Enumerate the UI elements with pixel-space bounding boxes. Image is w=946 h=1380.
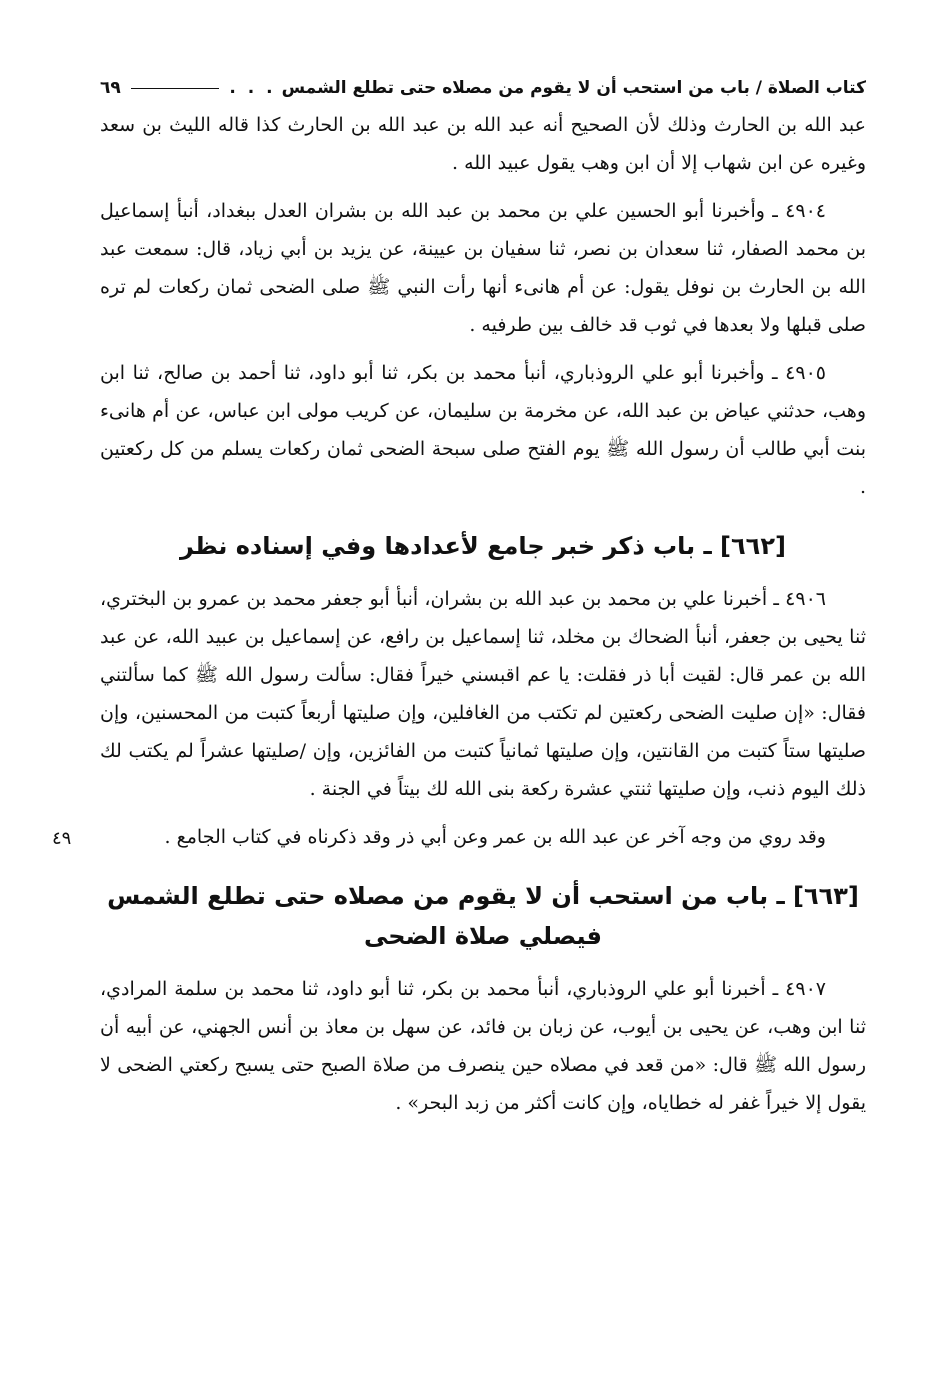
chapter-heading-662: [٦٦٢] ـ باب ذكر خبر جامع لأعدادها وفي إسناده نظر <box>180 532 786 560</box>
chapter-heading-663: [٦٦٣] ـ باب من استحب أن لا يقوم من مصلاه حتى تطلع الشمس فيصلي صلاة الضحى <box>107 882 859 950</box>
paragraph-gap <box>100 808 866 818</box>
running-head <box>100 70 866 106</box>
page-number: ٦٩ <box>100 78 121 98</box>
paragraph-hadith-4906: ٤٩٠٦ ـ أخبرنا علي بن محمد بن عبد الله بن بشران، أنبأ أبو جعفر محمد بن عمرو بن البختري، ثنا يحيى بن جعفر، أنبأ الضحاك بن مخلد، ثنا إسماعيل بن رافع، عن إسماعيل بن عبيد الله، عن عبد الله بن عمر قال: لقيت أبا ذر فقلت: يا عم اقبسني خيراً فقال: سألت رسول الله ﷺ كما سألتني فقال: «إن صليت الضحى ركعتين لم تكتب من الغافلين، وإن صليتها أربعاً كتبت من المحسنين، وإن صليتها ستاً كتبت من القانتين، وإن صليتها ثمانياً كتبت من الفائزين، وإن /صليتها عشراً لم يكتب لك ذلك اليوم ذنب، وإن صليتها ثنتي عشرة ركعة بنى الله لك بيتاً في الجنة . <box>100 588 866 800</box>
paragraph-gap <box>100 344 866 354</box>
paragraph-hadith-4904: ٤٩٠٤ ـ وأخبرنا أبو الحسين علي بن محمد بن عبد الله بن بشران العدل ببغداد، أنبأ إسماعيل بن محمد الصفار، ثنا سعدان بن نصر، ثنا سفيان بن عيينة، عن يزيد بن أبي زياد، قال: سمعت عبد الله بن الحارث بن نوفل يقول: عن أم هانىء أنها رأت النبي ﷺ صلى الضحى ثمان ركعات لم تره صلى قبلها ولا بعدها في ثوب قد خالف بين طرفيه . <box>100 200 866 336</box>
paragraph-continuation: عبد الله بن الحارث وذلك لأن الصحيح أنه عبد الله بن عبد الله بن الحارث كذا قاله الليث بن سعد وغيره عن ابن شهاب إلا أن ابن وهب يقول عبيد الله . <box>100 114 866 174</box>
running-head-title: كتاب الصلاة / باب من استحب أن لا يقوم من مصلاه حتى تطلع الشمس <box>281 78 866 98</box>
margin-folio-note: ٤٩ <box>52 828 72 849</box>
running-head-rule <box>131 88 220 89</box>
paragraph-note: وقد روي من وجه آخر عن عبد الله بن عمر وعن أبي ذر وقد ذكرناه في كتاب الجامع . <box>164 826 826 848</box>
paragraph-hadith-4907: ٤٩٠٧ ـ أخبرنا أبو علي الروذباري، أنبأ محمد بن بكر، ثنا أبو داود، ثنا محمد بن سلمة المرادي، ثنا ابن وهب، عن يحيى بن أيوب، عن زبان بن فائد، عن سهل بن معاذ بن أنس الجهني، عن أبيه أن رسول الله ﷺ قال: «من قعد في مصلاه حين ينصرف من صلاة الصبح حتى يسبح ركعتي الضحى لا يقول إلا خيراً غفر له خطاياه، وإن كانت أكثر من زبد البحر» . <box>100 978 866 1114</box>
running-head-dots: . . . <box>229 78 276 98</box>
page-body <box>100 70 866 1122</box>
paragraph-gap <box>100 182 866 192</box>
paragraph-hadith-4905: ٤٩٠٥ ـ وأخبرنا أبو علي الروذباري، أنبأ محمد بن بكر، ثنا أبو داود، ثنا أحمد بن صالح، ثنا ابن وهب، حدثني عياض بن عبد الله، عن مخرمة بن سليمان، عن كريب مولى ابن عباس، عن أم هانىء بنت أبي طالب أن رسول الله ﷺ يوم الفتح صلى سبحة الضحى ثمان ركعات يسلم من كل ركعتين . <box>100 362 866 498</box>
